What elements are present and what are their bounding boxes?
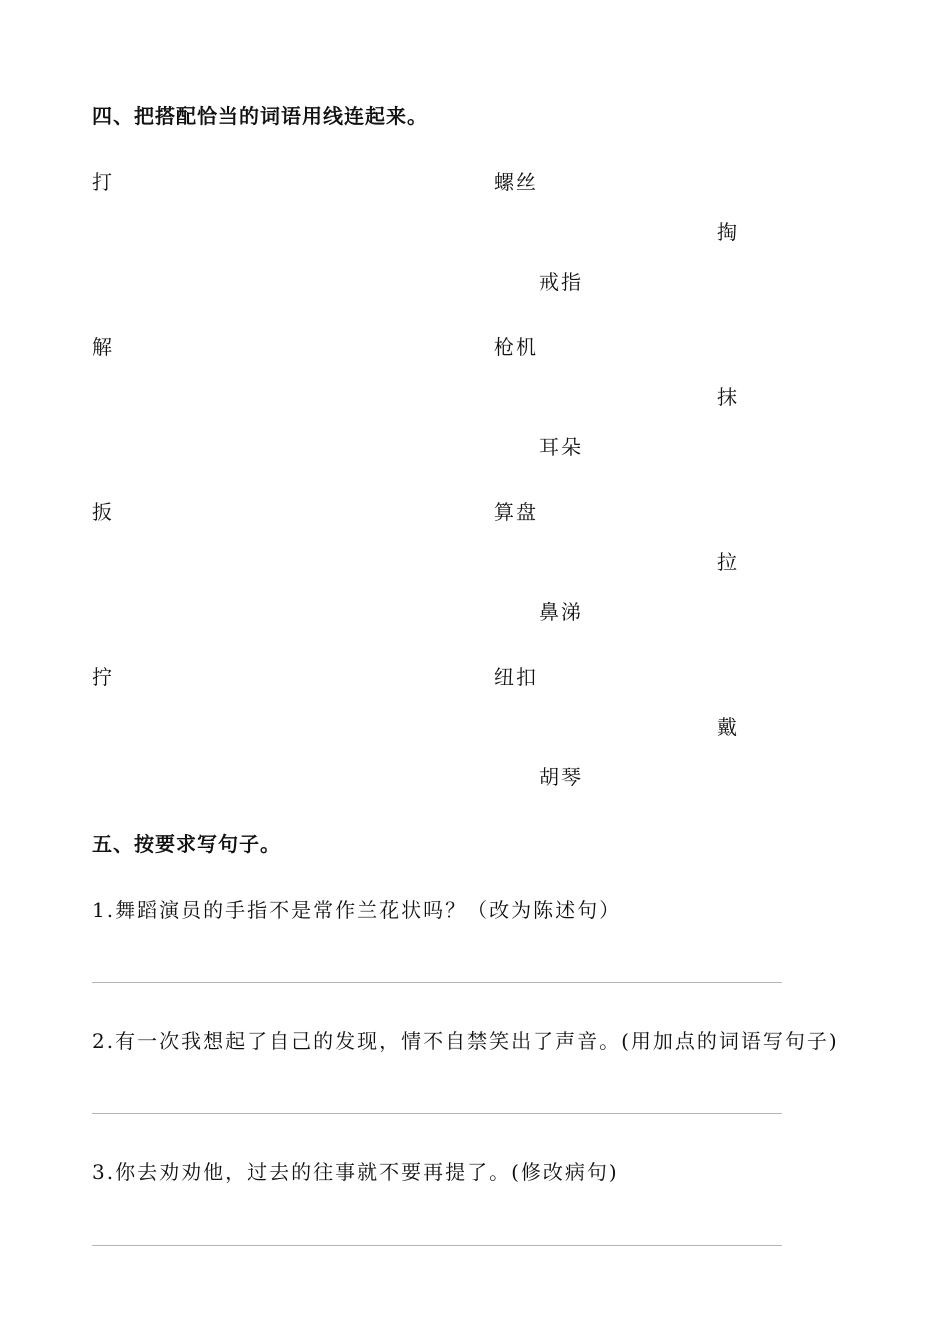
question-2: 2.有一次我想起了自己的发现，情不自禁笑出了声音。(用加点的词语写句子) bbox=[92, 1029, 839, 1053]
answer-line-3[interactable] bbox=[92, 1245, 782, 1246]
middle-word: 螺丝 bbox=[494, 170, 538, 194]
middle-word: 纽扣 bbox=[494, 665, 538, 689]
object-word: 戒指 bbox=[539, 270, 583, 294]
left-word: 打 bbox=[92, 170, 112, 194]
object-word: 胡琴 bbox=[539, 765, 583, 789]
left-word: 拧 bbox=[92, 665, 112, 689]
answer-line-2[interactable] bbox=[92, 1113, 782, 1114]
section-four-heading: 四、把搭配恰当的词语用线连起来。 bbox=[92, 104, 428, 128]
left-word: 扳 bbox=[92, 500, 112, 524]
question-1: 1.舞蹈演员的手指不是常作兰花状吗？（改为陈述句） bbox=[92, 898, 622, 922]
section-five-heading: 五、按要求写句子。 bbox=[92, 832, 281, 856]
left-word: 解 bbox=[92, 335, 112, 359]
middle-word: 枪机 bbox=[494, 335, 538, 359]
middle-word: 算盘 bbox=[494, 500, 538, 524]
answer-line-1[interactable] bbox=[92, 982, 782, 983]
right-word: 掏 bbox=[717, 220, 737, 244]
question-3: 3.你去劝劝他，过去的往事就不要再提了。(修改病句) bbox=[92, 1160, 619, 1184]
object-word: 耳朵 bbox=[539, 435, 583, 459]
object-word: 鼻涕 bbox=[539, 600, 583, 624]
right-word: 戴 bbox=[717, 715, 737, 739]
right-word: 抹 bbox=[717, 385, 737, 409]
right-word: 拉 bbox=[717, 550, 737, 574]
